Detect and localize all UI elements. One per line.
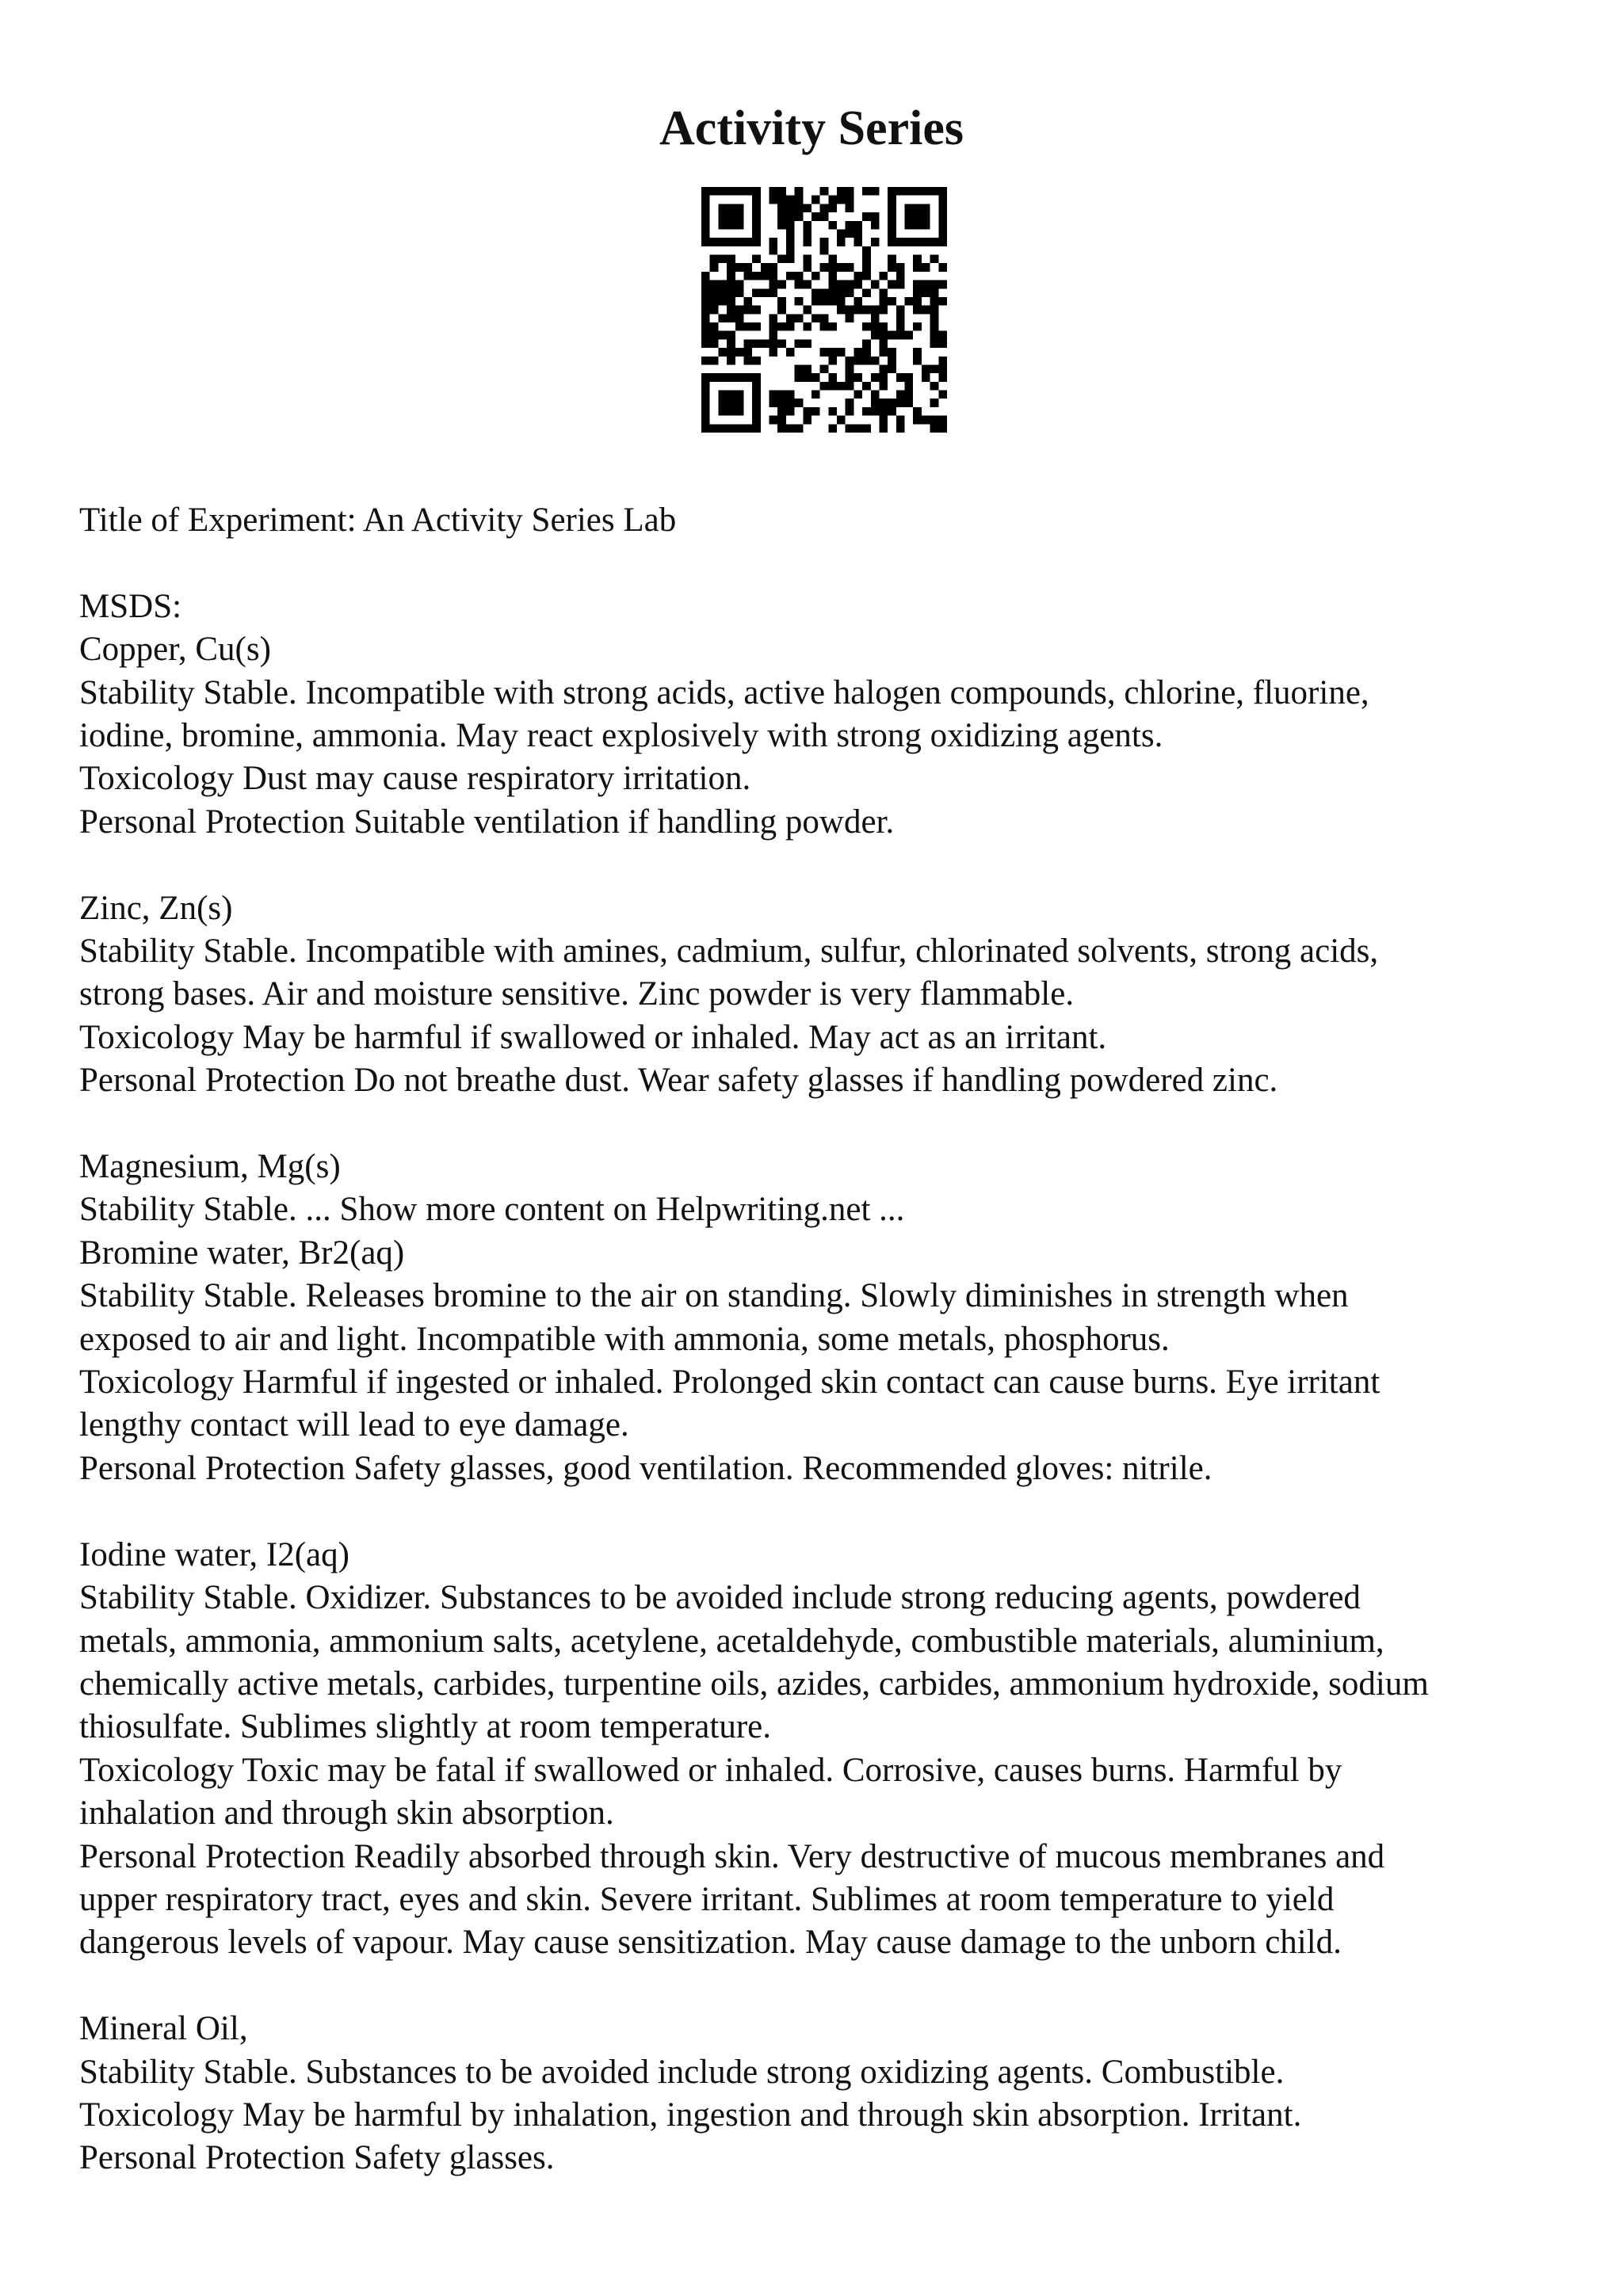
text-line: upper respiratory tract, eyes and skin. Severe irritant. Sublimes at room temperature to yield: [79, 1880, 1335, 1918]
text-line: Stability Stable. Incompatible with strong acids, active halogen compounds, chlorine, fluorine,: [79, 673, 1369, 711]
qr-code-icon: [701, 187, 947, 433]
text-line: Toxicology Dust may cause respiratory irritation.: [79, 760, 751, 798]
section-mineral-oil: [79, 2008, 1569, 2180]
substance-name: Copper, Cu(s): [79, 631, 271, 669]
text-line: Toxicology May be harmful by inhalation, ingestion and through skin absorption. Irritant.: [79, 2096, 1302, 2134]
section-iodine: [79, 1534, 1569, 1965]
text-line: Stability Stable. Releases bromine to the air on standing. Slowly diminishes in strength when: [79, 1277, 1349, 1315]
substance-name: Magnesium, Mg(s): [79, 1148, 341, 1186]
text-line: dangerous levels of vapour. May cause sensitization. May cause damage to the unborn child.: [79, 1924, 1342, 1962]
text-line: thiosulfate. Sublimes slightly at room temperature.: [79, 1708, 771, 1746]
text-line: Stability Stable. ... Show more content on Helpwriting.net ...: [79, 1191, 905, 1229]
text-line: Stability Stable. Oxidizer. Substances to be avoided include strong reducing agents, powdered: [79, 1579, 1361, 1617]
document-body: [79, 499, 1569, 2180]
section-zinc: [79, 887, 1569, 1103]
document-title: Activity Series: [659, 101, 964, 155]
text-line: Toxicology Toxic may be fatal if swallowed or inhaled. Corrosive, causes burns. Harmful by: [79, 1751, 1342, 1789]
text-line: inhalation and through skin absorption.: [79, 1794, 614, 1833]
text-line: Toxicology Harmful if ingested or inhaled. Prolonged skin contact can cause burns. Eye irritant: [79, 1363, 1381, 1402]
text-line: Personal Protection Readily absorbed through skin. Very destructive of mucous membranes and: [79, 1837, 1385, 1875]
text-line: Personal Protection Suitable ventilation if handling powder.: [79, 803, 895, 841]
section-magnesium: [79, 1146, 1569, 1232]
substance-name: Bromine water, Br2(aq): [79, 1234, 405, 1272]
text-line: Personal Protection Do not breathe dust. Wear safety glasses if handling powdered zinc.: [79, 1062, 1278, 1100]
text-line: Personal Protection Safety glasses.: [79, 2139, 555, 2177]
experiment-title: Title of Experiment: An Activity Series Lab: [79, 502, 677, 539]
section-copper: [79, 628, 1569, 844]
text-line: metals, ammonia, ammonium salts, acetylene, acetaldehyde, combustible materials, aluminium,: [79, 1622, 1384, 1660]
section-bromine: [79, 1232, 1569, 1490]
text-line: Personal Protection Safety glasses, good ventilation. Recommended gloves: nitrile.: [79, 1449, 1212, 1487]
substance-name: Mineral Oil,: [79, 2010, 248, 2048]
text-line: exposed to air and light. Incompatible with ammonia, some metals, phosphorus.: [79, 1320, 1170, 1358]
text-line: strong bases. Air and moisture sensitive. Zinc powder is very flammable.: [79, 975, 1075, 1013]
text-line: Toxicology May be harmful if swallowed or inhaled. May act as an irritant.: [79, 1018, 1107, 1056]
text-line: chemically active metals, carbides, turpentine oils, azides, carbides, ammonium hydroxide, sodium: [79, 1665, 1429, 1703]
text-line: Stability Stable. Incompatible with amines, cadmium, sulfur, chlorinated solvents, strong acids,: [79, 933, 1379, 971]
substance-name: Zinc, Zn(s): [79, 889, 233, 927]
text-line: Stability Stable. Substances to be avoided include strong oxidizing agents. Combustible.: [79, 2053, 1285, 2091]
text-line: iodine, bromine, ammonia. May react explosively with strong oxidizing agents.: [79, 717, 1163, 755]
msds-heading: MSDS:: [79, 587, 182, 625]
substance-name: Iodine water, I2(aq): [79, 1535, 349, 1573]
text-line: lengthy contact will lead to eye damage.: [79, 1406, 629, 1444]
